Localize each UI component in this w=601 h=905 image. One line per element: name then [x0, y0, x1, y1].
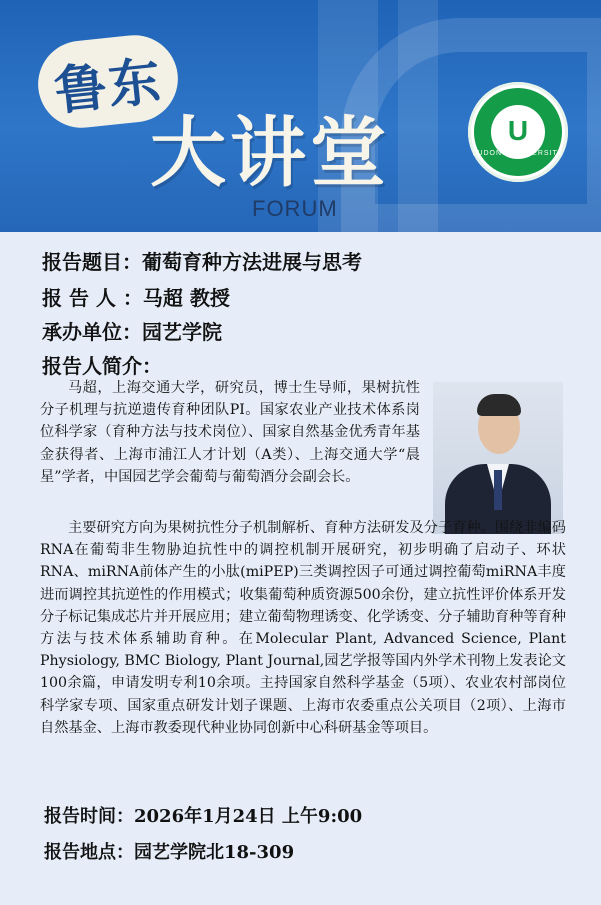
bio-paragraph-2: 主要研究方向为果树抗性分子机制解析、育种方法研发及分子育种。围绕非编码RNA在葡萄非生物胁迫抗性中的调控机制开展研究，初步明确了启动子、环状RNA、miRNA前体产生的小肽(miPEP)三类调控因子可通过调控葡萄miRNA丰度进而调控其抗逆性的作用模式；收集葡萄种质资源500余份，建立抗性评价体系开发分子标记集成芯片并开展应用；建立葡萄物理诱变、化学诱变、分子辅助育种等育种方法与技术体系辅助育种。在Molecular Plant, Advanced Science, Plant Physiology, BMC Biology, Plant Journal,园艺学报等国内外学术刊物上发表论文100余篇，申请发明专利10余项。主持国家自然科学基金（5项）、农业农村部岗位科学家专项、国家重点研发计划子课题、上海市农委重点公关项目（2项）、上海市自然基金、上海市教委现代种业协同创新中心科研基金等项目。 [40, 520, 566, 736]
topic-value: 葡萄育种方法进展与思考 [142, 250, 362, 274]
banner-subtitle: FORUM [252, 196, 338, 221]
host-label: 承办单位： [42, 320, 142, 344]
banner-title-top: 鲁东 [34, 31, 182, 132]
bio-paragraph-1: 马超，上海交通大学，研究员，博士生导师，果树抗性分子机理与抗逆遗传育种团队PI。国家农业产业技术体系岗位科学家（育种方法与技术岗位）、国家自然基金优秀青年基金获得者、上海市浦江人才计划（A类）、上海交通大学“晨星”学者，中国园艺学会葡萄与葡萄酒分会副会长。 [40, 380, 420, 485]
university-logo [468, 82, 568, 182]
header-banner [0, 0, 601, 232]
topic-label: 报告题目： [42, 250, 142, 274]
time-value: 2026年1月24日 上午9:00 [134, 806, 363, 827]
place-label: 报告地点： [44, 842, 134, 863]
logo-mark: U [507, 115, 529, 146]
place-line [44, 838, 294, 864]
speaker-value: 马超 教授 [142, 286, 230, 310]
logo-ring-text: LUDONG UNIVERSITY [472, 150, 564, 157]
time-label: 报告时间： [44, 806, 134, 827]
bio-heading: 报告人简介： [42, 354, 162, 378]
photo-tie [494, 470, 502, 510]
host-line [42, 316, 222, 345]
photo-hair [477, 394, 521, 416]
speaker-photo [433, 382, 563, 534]
speaker-label: 报 告 人 ： [42, 286, 143, 310]
banner-title-main: 大讲堂 [150, 108, 390, 197]
topic-line [42, 246, 362, 275]
speaker-line [42, 282, 230, 311]
place-value: 园艺学院北18-309 [134, 842, 295, 863]
time-line [44, 802, 362, 828]
host-value: 园艺学院 [142, 320, 222, 344]
